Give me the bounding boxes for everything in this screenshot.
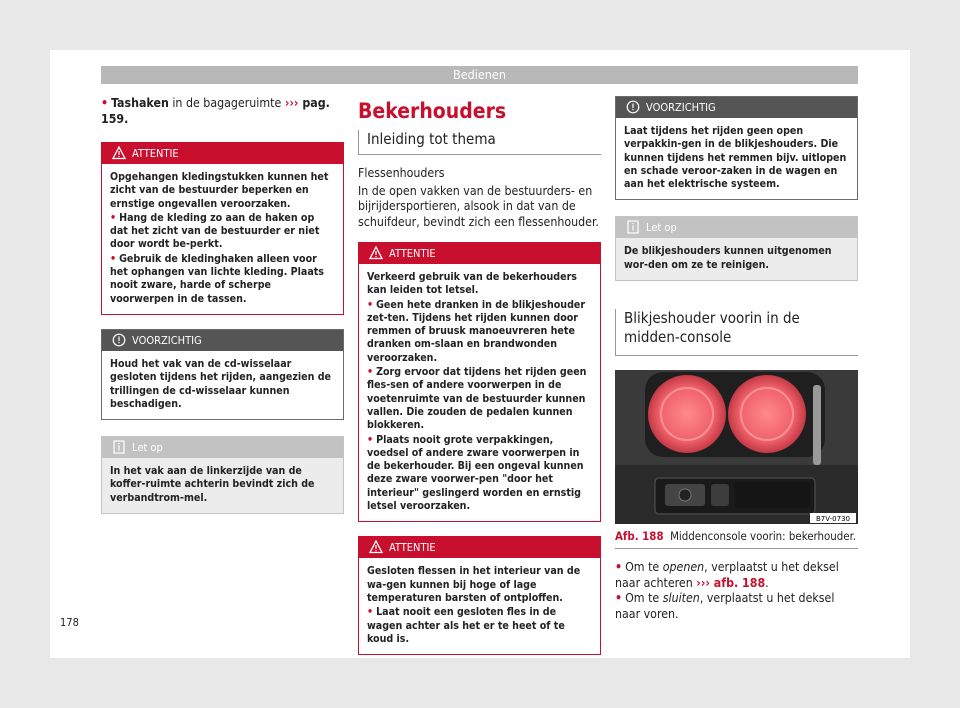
caption-text: Middenconsole voorin: bekerhouder. — [670, 529, 857, 544]
note-text: De blikjeshouders kunnen uitgenomen wor-den om ze te reinigen. — [624, 245, 832, 271]
figure-caption — [615, 529, 858, 549]
intro-line — [101, 96, 344, 127]
page-number: 178 — [60, 616, 79, 629]
cupholder-photo — [615, 370, 858, 524]
warning-bullet: • Laat nooit een gesloten fles in de wagen achter als het er te heet of te koud is. — [367, 606, 565, 645]
subheading: Flessenhouders — [358, 166, 445, 180]
warning-bullet: • Plaats nooit grote verpakkingen, voedsel of andere zware voorwerpen in de bekerhouder. Bij een ongeval kunnen deze zware voorwer-pen "door het interieur" geslingerd worden en ernstig letsel veroorzaken. — [367, 433, 584, 513]
warning-body — [359, 558, 600, 654]
caution-circle-icon — [626, 100, 640, 114]
note-body — [616, 238, 857, 280]
warning-triangle-icon — [112, 146, 126, 160]
ref-arrows: ››› — [284, 96, 299, 110]
note-label: Let op — [646, 221, 677, 235]
warning-lead: Opgehangen kledingstukken kunnen het zicht van de bestuurder beperken en ernstige ongevallen veroorzaken. — [110, 171, 329, 210]
running-header: Bedienen — [101, 66, 858, 84]
warning-body — [359, 264, 600, 521]
figure-number: Afb. 188 — [615, 529, 664, 544]
column-1 — [101, 96, 344, 514]
column-2 — [358, 96, 601, 655]
warning-triangle-icon — [369, 246, 383, 260]
caution-body — [616, 118, 857, 199]
column-3 — [615, 96, 858, 622]
note-header — [616, 217, 857, 238]
section-title: Bekerhouders — [358, 99, 507, 123]
warning-box — [358, 536, 601, 655]
warning-header — [102, 143, 343, 164]
warning-lead: Gesloten flessen in het interieur van de wa-gen kunnen bij hoge of lage temperaturen barsten of ontploffen. — [367, 565, 581, 604]
warning-lead: Verkeerd gebruik van de bekerhouders kan leiden tot letsel. — [367, 271, 577, 297]
note-header — [102, 437, 343, 458]
warning-label: ATTENTIE — [389, 247, 436, 260]
image-code: B7V-0730 — [816, 515, 850, 524]
note-text: In het vak aan de linkerzijde van de koffer-ruimte achterin bevindt zich de verbandtrom-mel. — [110, 465, 315, 504]
caution-circle-icon — [112, 333, 126, 347]
caution-label: VOORZICHTIG — [132, 333, 202, 347]
note-box — [615, 216, 858, 281]
figure-link[interactable]: afb. 188 — [709, 575, 766, 590]
warning-box — [358, 242, 601, 522]
warning-bullet: • Zorg ervoor dat tijdens het rijden geen fles-sen of andere voorwerpen in de voetenruimte van de bestuurder kunnen vallen. Die zouden de pedalen kunnen blokkeren. — [367, 366, 587, 432]
intro-text: in de bagageruimte — [168, 96, 285, 110]
caution-text: Laat tijdens het rijden geen open verpakkin-gen in de blikjeshouders. Die kunnen tijdens het remmen bijv. uitlopen en schade veroor-zaken in de wagen en aan het elektrische systeem. — [624, 125, 847, 191]
note-body — [102, 458, 343, 513]
caution-header — [102, 330, 343, 351]
warning-bullet: • Hang de kleding zo aan de haken op dat het zicht van de bestuurder er niet door wordt be-perkt. — [110, 211, 320, 251]
note-label: Let op — [132, 441, 163, 455]
warning-body — [102, 164, 343, 314]
section-subtitle: Inleiding tot thema — [358, 130, 601, 155]
info-icon — [112, 440, 126, 454]
warning-bullet: • Geen hete dranken in de blikjeshouder zet-ten. Tijdens het rijden kunnen door remmen of bruusk manoeuvreren hete dranken om-slaan en brandwonden veroorzaken. — [367, 298, 586, 364]
caution-header — [616, 97, 857, 118]
warning-box — [101, 142, 344, 315]
note-box — [101, 436, 344, 514]
caution-text: Houd het vak van de cd-wisselaar gesloten tijdens het rijden, aangezien de trillingen de cd-wisselaar kunnen beschadigen. — [110, 357, 332, 410]
intro-term: Tashaken — [111, 96, 169, 110]
caution-label: VOORZICHTIG — [646, 101, 716, 114]
caution-body — [102, 351, 343, 419]
warning-label: ATTENTIE — [389, 541, 436, 555]
warning-bullet: • Gebruik de kledinghaken alleen voor het ophangen van lichte kleding. Plaats nooit zware, harde of scherpe voorwerpen in de tassen. — [110, 252, 324, 305]
warning-label: ATTENTIE — [132, 147, 179, 160]
intro-page-ref[interactable]: pag. 159. — [101, 96, 330, 126]
step-close: • Om te sluiten, verplaatst u het deksel naar voren. — [615, 591, 835, 621]
body-text: In de open vakken van de bestuurders- en bijrijdersportieren, alsook in dat van de schuifdeur, bevindt zich een flessenhouder. — [358, 183, 599, 229]
warning-header — [359, 537, 600, 558]
caution-box — [615, 96, 858, 200]
cupholder-illustration — [615, 370, 858, 524]
caution-box — [101, 329, 344, 420]
warning-triangle-icon — [369, 540, 383, 554]
section-title: Blikjeshouder voorin in de midden-console — [615, 309, 858, 356]
info-icon — [626, 220, 640, 234]
bullet-icon: • — [101, 96, 109, 110]
warning-header — [359, 243, 600, 264]
step-open: • Om te openen, verplaatst u het deksel naar achteren ››› afb. 188. — [615, 560, 839, 590]
